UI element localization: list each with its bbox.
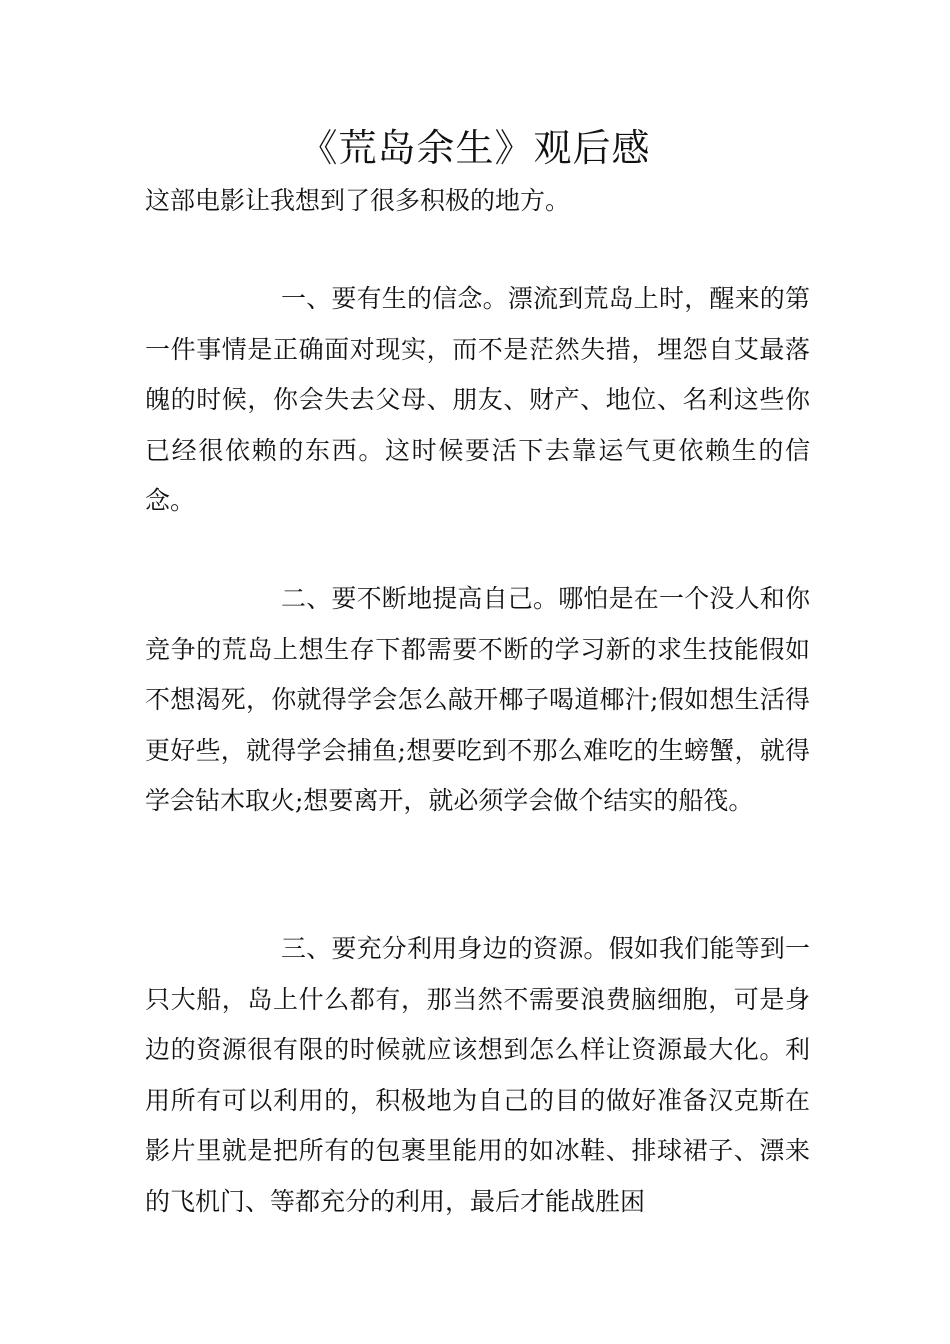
paragraph-3: 三、要充分利用身边的资源。假如我们能等到一只大船，岛上什么都有，那当然不需要浪费脑细胞，可是身边的资源很有限的时候就应该想到怎么样让资源最大化。利用所有可以利用的，积极地为自己的目的做好准备汉克斯在影片里就是把所有的包裹里能用的如冰鞋、排球裙子、漂来的飞机门、等都充分的利用，最后才能战胜困 [145,934,810,1216]
paragraph-2: 二、要不断地提高自己。哪怕是在一个没人和你竞争的荒岛上想生存下都需要不断的学习新的求生技能假如不想渴死，你就得学会怎么敲开椰子喝道椰汁;假如想生活得更好些，就得学会捕鱼;想要吃到不那么难吃的生螃蟹，就得学会钻木取火;想要离开，就必须学会做个结实的船筏。 [145,584,810,815]
document-title: 《荒岛余生》观后感 [299,126,651,170]
paragraph-1: 一、要有生的信念。漂流到荒岛上时，醒来的第一件事情是正确面对现实，而不是茫然失措，埋怨自艾最落魄的时候，你会失去父母、朋友、财产、地位、名利这些你已经很依赖的东西。这时候要活下去靠运气更依赖生的信念。 [145,284,810,515]
lead-sentence: 这部电影让我想到了很多积极的地方。 [145,186,571,215]
